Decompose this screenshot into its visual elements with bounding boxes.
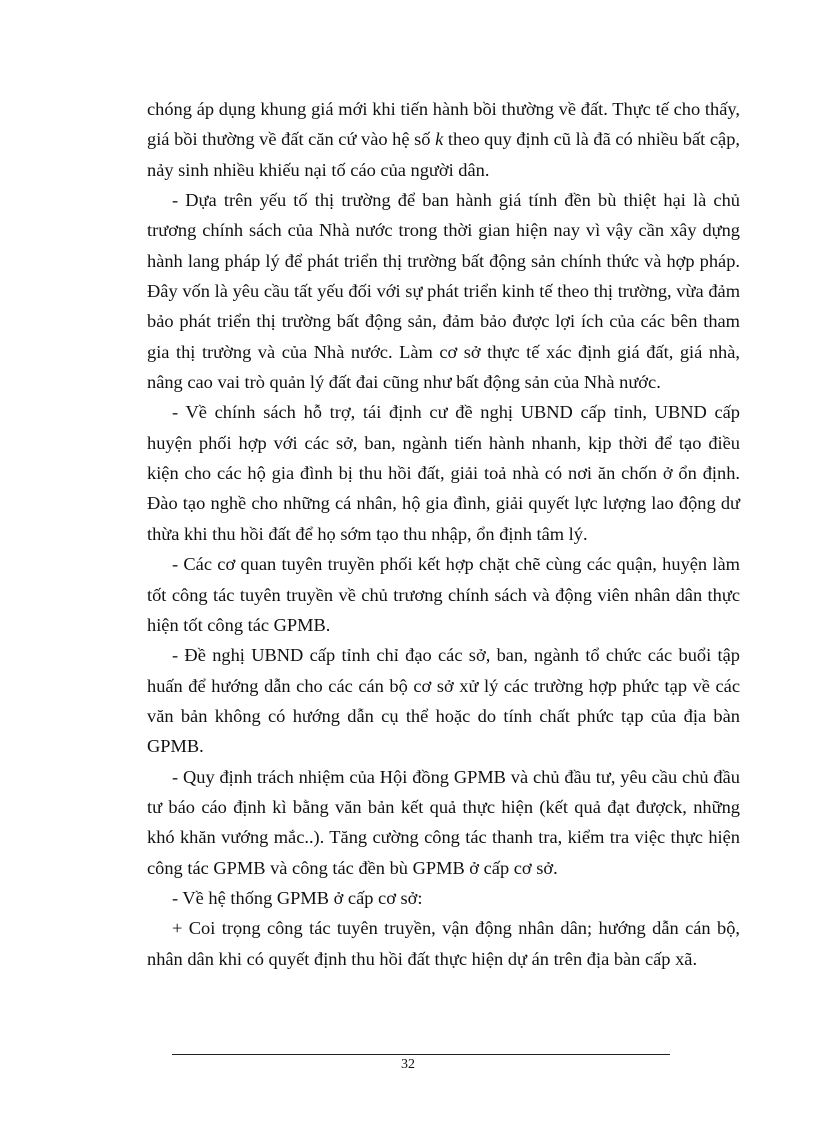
paragraph bbox=[147, 94, 740, 185]
paragraph-text: - Dựa trên yếu tố thị trường để ban hành giá tính đền bù thiệt hại là chủ trương chính sách của Nhà nước trong thời gian hiện nay vì vậy cần xây dựng hành lang pháp lý để phát triển thị trường bất động sản chính thức và hợp pháp. Đây vốn là yêu cầu tất yếu đối với sự phát triển kinh tế theo thị trường, vừa đảm bảo phát triển thị trường bất động sản, đảm bảo được lợi ích của các bên tham gia thị trường và của Nhà nước. Làm cơ sở thực tế xác định giá đất, giá nhà, nâng cao vai trò quản lý đất đai cũng như bất động sản của Nhà nước. bbox=[147, 190, 740, 393]
paragraph-text: - Về hệ thống GPMB ở cấp cơ sở: bbox=[172, 887, 423, 908]
paragraph-text: chóng áp dụng khung giá mới khi tiến hành bồi thường về đất. Thực tế cho thấy, giá bồi thường về đất căn cứ vào hệ số bbox=[147, 99, 740, 150]
paragraph-text: - Đề nghị UBND cấp tỉnh chỉ đạo các sở, ban, ngành tổ chức các buổi tập huấn để hướng dẫn cho các cán bộ cơ sở xử lý các trường hợp phức tạp về các văn bản không có hướng dẫn cụ thể hoặc do tính chất phức tạp của địa bàn GPMB. bbox=[147, 645, 740, 757]
paragraph bbox=[147, 397, 740, 549]
paragraph-text: - Quy định trách nhiệm của Hội đồng GPMB và chủ đầu tư, yêu cầu chủ đầu tư báo cáo định kì bằng văn bản kết quả thực hiện (kết quả đạt đượck, những khó khăn vướng mắc..). Tăng cường công tác thanh tra, kiểm tra việc thực hiện công tác GPMB và công tác đền bù GPMB ở cấp cơ sở. bbox=[147, 766, 740, 878]
paragraph bbox=[147, 913, 740, 974]
paragraph-text: theo quy định cũ là đã có nhiều bất cập, nảy sinh nhiều khiếu nại tố cáo của người dân. bbox=[147, 129, 740, 180]
paragraph-text: + Coi trọng công tác tuyên truyền, vận động nhân dân; hướng dẫn cán bộ, nhân dân khi có quyết định thu hồi đất thực hiện dự án trên địa bàn cấp xã. bbox=[147, 918, 740, 969]
paragraph bbox=[147, 762, 740, 883]
page-number: 32 bbox=[401, 1057, 415, 1072]
paragraph bbox=[147, 883, 740, 913]
paragraph-text: - Về chính sách hỗ trợ, tái định cư đề nghị UBND cấp tỉnh, UBND cấp huyện phối hợp với các sở, ban, ngành tiến hành nhanh, kịp thời để tạo điều kiện cho các hộ gia đình bị thu hồi đất, giải toả nhà có nơi ăn chốn ở ổn định. Đào tạo nghề cho những cá nhân, hộ gia đình, giải quyết lực lượng lao động dư thừa khi thu hồi đất để họ sớm tạo thu nhập, ổn định tâm lý. bbox=[147, 402, 740, 544]
body-text bbox=[147, 94, 740, 974]
paragraph bbox=[147, 549, 740, 640]
coefficient-k: k bbox=[435, 129, 444, 150]
footer-divider bbox=[172, 1054, 670, 1055]
paragraph-text: - Các cơ quan tuyên truyền phối kết hợp chặt chẽ cùng các quận, huyện làm tốt công tác tuyên truyền về chủ trương chính sách và động viên nhân dân thực hiện tốt công tác GPMB. bbox=[147, 554, 740, 635]
paragraph bbox=[147, 640, 740, 761]
paragraph bbox=[147, 185, 740, 397]
